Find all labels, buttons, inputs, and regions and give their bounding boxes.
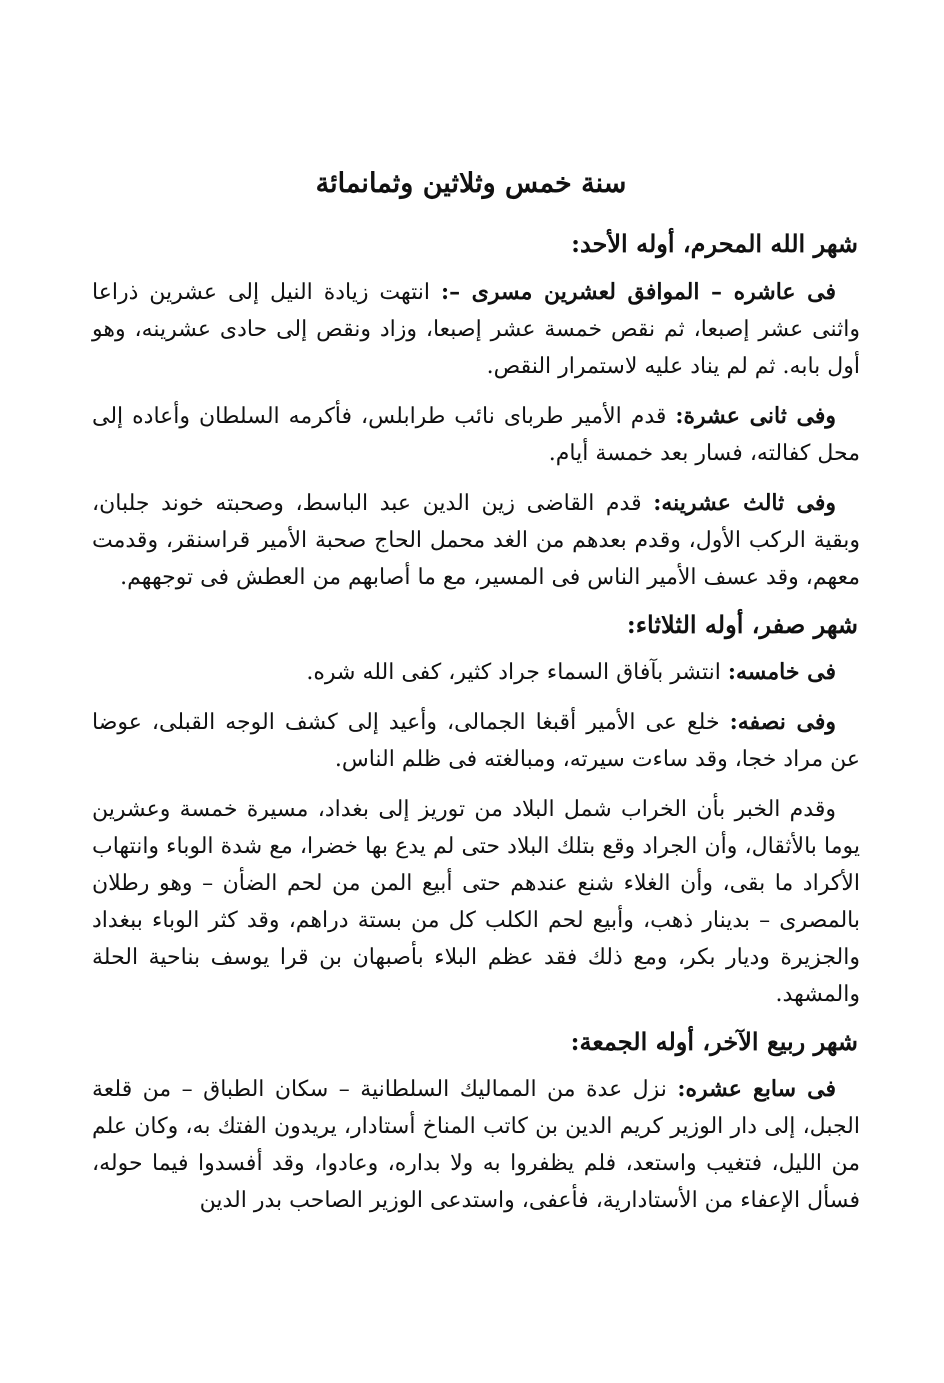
entry-paragraph	[92, 704, 860, 778]
entry-paragraph	[92, 791, 860, 1013]
entry-lead: فى خامسه:	[727, 658, 836, 685]
entry-lead: وفى نصفه:	[729, 708, 836, 735]
entry-text: انتهت زيادة النيل إلى عشرين ذراعا واثنى عشر إصبعا، ثم نقص خمسة عشر إصبعا، وزاد ونقص إلى حادى عشرينه، وهو أول بابه. ثم لم يناد عليه لاستمرار النقص.	[92, 279, 860, 379]
entry-lead: فى عاشره – الموافق لعشرين مسرى –:	[440, 278, 836, 305]
document-page	[92, 168, 860, 1232]
month-heading-rabi-al-akhir: شهر ربيع الآخر، أوله الجمعة:	[570, 1026, 858, 1056]
entry-paragraph	[92, 654, 860, 691]
entry-paragraph	[92, 398, 860, 472]
month-heading-safar: شهر صفر، أوله الثلاثاء:	[626, 609, 858, 639]
entry-text: قدم القاضى زين الدين عبد الباسط، وصحبته خوند جلبان، وبقية الركب الأول، وقدم بعدهم من الغد محمل الحاج صحبة الأمير قراسنقر، وقدمت معهم، وقد عسف الأمير الناس فى المسير، مع ما أصابهم من العطش فى توجههم.	[92, 490, 860, 590]
month-heading-muharram: شهر الله المحرم، أوله الأحد:	[571, 229, 858, 259]
entry-text: قدم الأمير طربای نائب طرابلس، فأكرمه السلطان وأعاده إلى محل كفالته، فسار بعد خمسة أيام.	[92, 403, 860, 466]
entry-paragraph	[92, 485, 860, 596]
entry-text: خلع عى الأمير أقبغا الجمالى، وأعيد إلى كشف الوجه القبلى، عوضا عن مراد خجا، وقد ساءت سيرته، ومبالغته فى ظلم الناس.	[92, 709, 860, 772]
entry-lead: وفى ثالث عشرينه:	[653, 489, 836, 516]
entry-paragraph	[92, 1071, 860, 1219]
entry-paragraph	[92, 274, 860, 385]
page-title: سنة خمس وثلاثين وثمانمائة	[315, 168, 627, 199]
entry-lead: وفى ثانى عشرة:	[675, 402, 836, 429]
entry-text: وقدم الخبر بأن الخراب شمل البلاد من توريز إلى بغداد، مسيرة خمسة وعشرين يوما بالأثقال، وأن الجراد وقع بتلك البلاد حتى لم يدع بها خضرا، مع شدة الوباء وانتهاب الأكراد ما بقى، وأن الغلاء شنع عندهم حتى أبيع المن من لحم الضأن – وهو رطلان بالمصرى – بدينار ذهب، وأبيع لحم الكلب كل من بستة دراهم، وقد كثر الوباء ببغداد والجزيرة وديار بكر، ومع ذلك فقد عظم البلاء بأصبهان بن قرا يوسف بناحية الحلة والمشهد.	[92, 796, 860, 1007]
entry-text: انتشر بآفاق السماء جراد كثير، كفى الله شره.	[306, 659, 728, 685]
entry-text: نزل عدة من المماليك السلطانية – سكان الطباق – من قلعة الجبل، إلى دار الوزير كريم الدين بن كاتب المناخ أستادار، يريدون الفتك به، وكان علم من الليل، فتغيب واستعد، فلم يظفروا به ولا بداره، وعادوا، وقد أفسدوا فيما حوله، فسأل الإعفاء من الأستادارية، فأعفى، واستدعى الوزير الصاحب بدر الدين	[92, 1076, 860, 1213]
entry-lead: فى سابع عشره:	[677, 1075, 836, 1102]
